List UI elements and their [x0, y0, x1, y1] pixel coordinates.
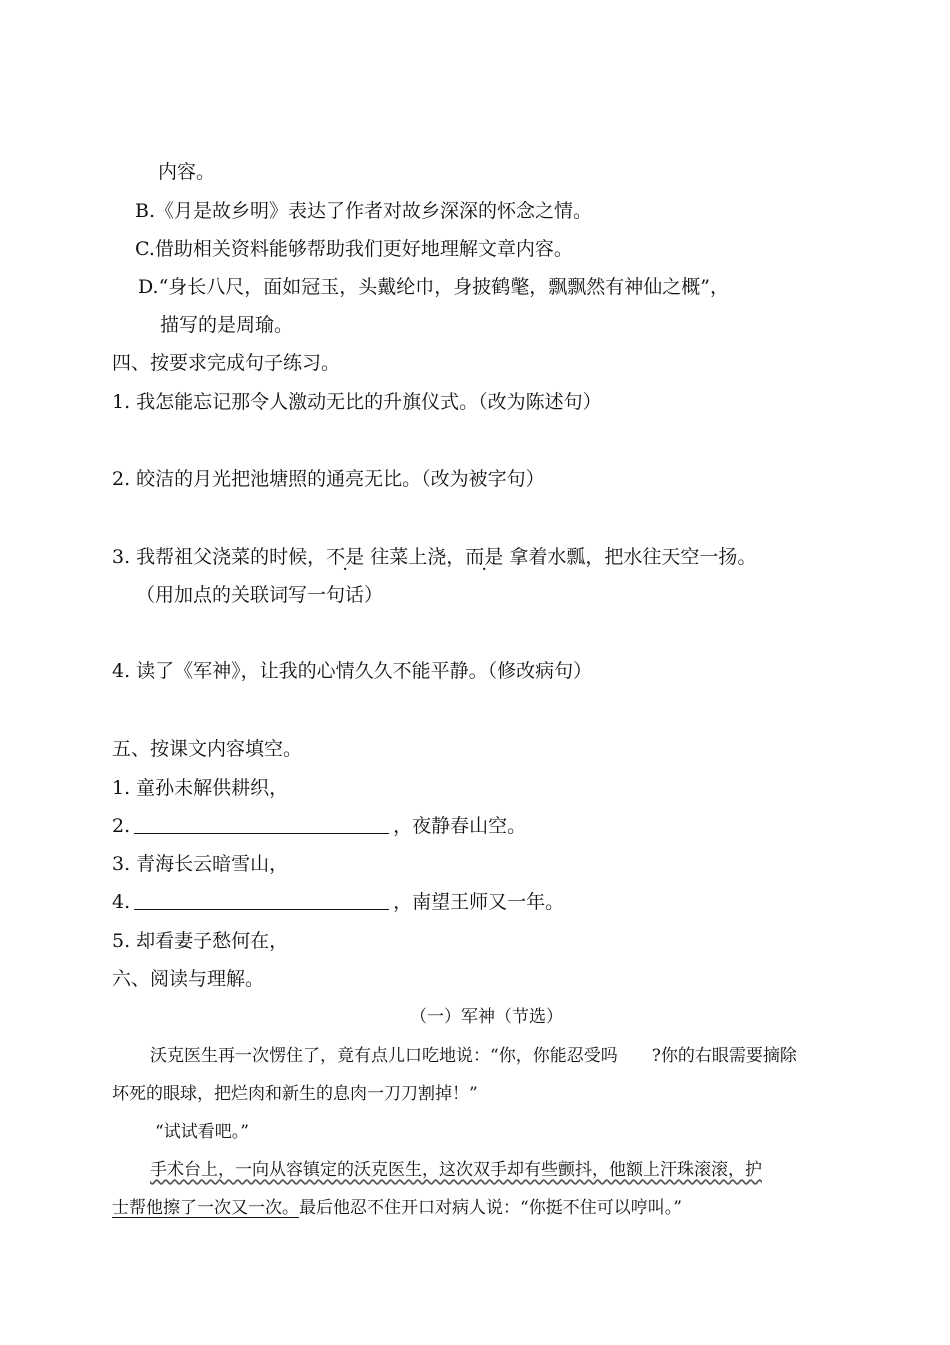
fill-line-2-text: ，夜静春山空。 — [393, 815, 527, 837]
section-four-heading: 四、按要求完成句子练习。 — [112, 352, 341, 374]
passage-paragraph-3-end: 最后他忍不住开口对病人说：“你挺不住可以哼叫。” — [299, 1198, 682, 1218]
answer-blank-1[interactable] — [134, 815, 389, 834]
question-4-1: 1. 我怎能忘记那令人激动无比的升旗仪式。（改为陈述句） — [112, 391, 602, 413]
fill-line-2-number: 2. — [112, 815, 131, 837]
section-five-heading: 五、按课文内容填空。 — [112, 738, 303, 760]
fill-line-3: 3. 青海长云暗雪山， — [112, 853, 289, 875]
dotted-keyword-1: 不是 — [326, 546, 365, 568]
question-4-3-start: 3. 我帮祖父浇菜的时候， — [112, 546, 327, 568]
option-b: B.《月是故乡明》表达了作者对故乡深深的怀念之情。 — [135, 200, 593, 222]
fill-line-4 — [112, 890, 564, 914]
question-4-3-note: （用加点的关联词写一句话） — [136, 584, 384, 606]
passage-paragraph-2: “试试看吧。” — [155, 1122, 249, 1142]
fill-line-5: 5. 却看妻子愁何在， — [112, 930, 289, 952]
question-4-3 — [112, 545, 756, 569]
question-4-3-middle: 往菜上浇， — [370, 546, 466, 568]
underlined-phrase: 士帮他擦了一次又一次。 — [112, 1198, 299, 1218]
passage-paragraph-1-part-a: 沃克医生再一次愣住了，竟有点儿口吃地说：“你，你能忍受吗 — [150, 1046, 618, 1066]
fill-line-1: 1. 童孙未解供耕织， — [112, 777, 289, 799]
question-4-4: 4. 读了《军神》，让我的心情久久不能平静。（修改病句） — [112, 660, 593, 682]
passage-paragraph-1-continuation: 坏死的眼球，把烂肉和新生的息肉一刀刀割掉！” — [112, 1084, 478, 1104]
passage-paragraph-1 — [150, 1044, 797, 1068]
fill-line-4-text: ，南望王师又一年。 — [393, 891, 565, 913]
option-a-continuation: 内容。 — [158, 161, 216, 183]
passage-title: （一）军神（节选） — [410, 1007, 563, 1027]
passage-paragraph-1-part-b: ?你的右眼需要摘除 — [651, 1046, 797, 1066]
option-c: C.借助相关资料能够帮助我们更好地理解文章内容。 — [135, 238, 573, 260]
passage-paragraph-3-continuation — [112, 1196, 682, 1220]
option-d: D.“身长八尺，面如冠玉，头戴纶巾，身披鹤氅，飘飘然有神仙之概”， — [138, 276, 730, 298]
answer-blank-2[interactable] — [134, 891, 389, 910]
section-six-heading: 六、阅读与理解。 — [112, 968, 265, 990]
option-d-continuation: 描写的是周瑜。 — [160, 314, 294, 336]
question-4-3-end: 拿着水瓢，把水往天空一扬。 — [509, 546, 757, 568]
fill-line-2 — [112, 814, 526, 838]
passage-paragraph-3-underlined: 手术台上，一向从容镇定的沃克医生，这次双手却有些颤抖，他额上汗珠滚滚，护 — [150, 1160, 762, 1180]
fill-line-4-number: 4. — [112, 891, 131, 913]
dotted-keyword-2: 而是 — [465, 546, 504, 568]
question-4-2: 2. 皎洁的月光把池塘照的通亮无比。（改为被字句） — [112, 468, 545, 490]
